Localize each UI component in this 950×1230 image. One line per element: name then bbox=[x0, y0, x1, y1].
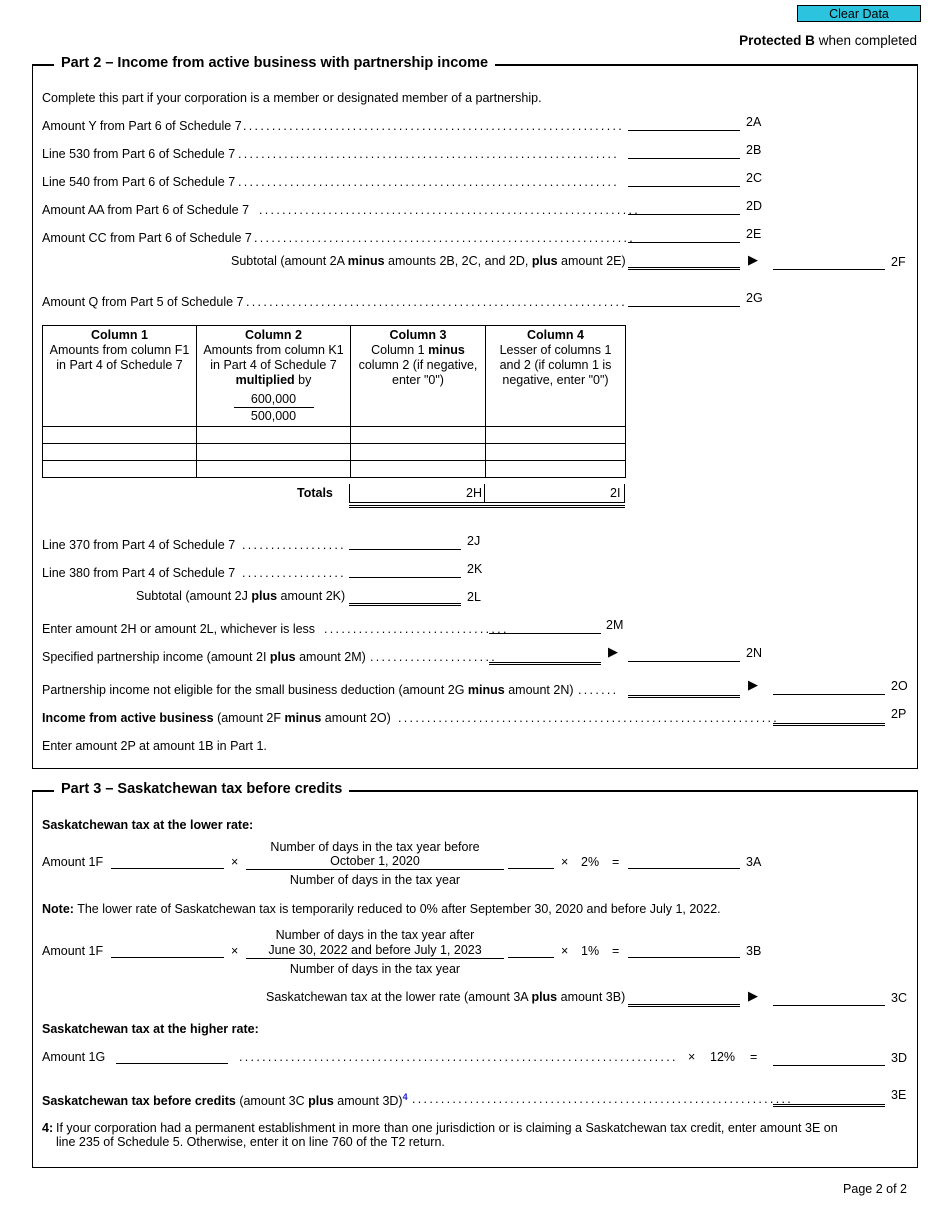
leader-dots: ....... bbox=[578, 683, 619, 697]
code-2m: 2M bbox=[606, 618, 624, 632]
line-3b-numerator-1: Number of days in the tax year after bbox=[275, 928, 475, 942]
line-2o-label: Partnership income not eligible for the small business deduction (amount 2G minus amount 2N) bbox=[42, 683, 574, 697]
amount-3b-input[interactable] bbox=[628, 941, 740, 958]
times-symbol: × bbox=[561, 855, 569, 869]
line-3b-amount-label: Amount 1F bbox=[42, 944, 104, 958]
table-cell[interactable] bbox=[351, 444, 486, 461]
leader-dots: .................................................................. bbox=[238, 147, 620, 161]
footnote-text-line-1: If your corporation had a permanent establishment in more than one jurisdiction or is claiming a Saskatchewan tax credit, enter amount 3E on bbox=[56, 1121, 838, 1135]
code-2a: 2A bbox=[746, 115, 762, 129]
subtotal-2l-rule bbox=[349, 603, 461, 606]
code-2i: 2I bbox=[610, 486, 621, 500]
line-3d-amount-label: Amount 1G bbox=[42, 1050, 106, 1064]
subtotal-2o-left-rule bbox=[628, 695, 740, 698]
amount-2g-input[interactable] bbox=[628, 290, 740, 307]
rate-3b: 1% bbox=[581, 944, 600, 958]
amount-2k-input[interactable] bbox=[349, 561, 461, 578]
days-3b-input[interactable] bbox=[508, 941, 554, 958]
total-2h-box[interactable] bbox=[349, 484, 485, 503]
times-symbol: × bbox=[231, 944, 239, 958]
code-2n: 2N bbox=[746, 646, 762, 660]
total-2i-box[interactable] bbox=[484, 484, 625, 503]
line-3c-label: Saskatchewan tax at the lower rate (amount 3A plus amount 3B) bbox=[266, 990, 626, 1004]
leader-dots: ...................... bbox=[370, 650, 498, 664]
table-cell[interactable] bbox=[486, 461, 626, 478]
column-3-header: Column 3 Column 1 minus column 2 (if negative, enter "0") bbox=[351, 326, 486, 427]
footnote-number: 4: bbox=[42, 1121, 54, 1135]
leader-dots: .................................................................. bbox=[243, 119, 625, 133]
code-3c: 3C bbox=[891, 991, 907, 1005]
arrow-right-icon: ▶ bbox=[748, 677, 758, 692]
amount-2c-input[interactable] bbox=[628, 170, 740, 187]
line-2l-label: Subtotal (amount 2J plus amount 2K) bbox=[136, 589, 346, 603]
amount-1f-input-3a[interactable] bbox=[111, 852, 224, 869]
partnership-columns-table bbox=[42, 325, 626, 478]
leader-dots: ................................ bbox=[324, 622, 509, 636]
rate-3d: 12% bbox=[710, 1050, 736, 1064]
amount-1g-input[interactable] bbox=[116, 1047, 228, 1064]
leader-dots: .................. bbox=[242, 538, 346, 552]
lower-rate-heading: Saskatchewan tax at the lower rate: bbox=[42, 818, 254, 832]
line-2d-label: Amount AA from Part 6 of Schedule 7 bbox=[42, 203, 250, 217]
table-cell[interactable] bbox=[197, 461, 351, 478]
code-2k: 2K bbox=[467, 562, 483, 576]
totals-double-rule bbox=[349, 505, 625, 508]
higher-rate-heading: Saskatchewan tax at the higher rate: bbox=[42, 1022, 259, 1036]
line-3a-amount-label: Amount 1F bbox=[42, 855, 104, 869]
code-3b: 3B bbox=[746, 944, 762, 958]
amount-3d-input[interactable] bbox=[773, 1049, 885, 1066]
totals-label: Totals bbox=[297, 486, 333, 500]
code-2l: 2L bbox=[467, 590, 481, 604]
line-2f-label: Subtotal (amount 2A minus amounts 2B, 2C, and 2D, plus amount 2E) bbox=[231, 254, 626, 268]
leader-dots: .................................................................. bbox=[238, 175, 620, 189]
code-3e: 3E bbox=[891, 1088, 907, 1102]
footnote-4-link[interactable]: 4 bbox=[402, 1092, 408, 1102]
code-2e: 2E bbox=[746, 227, 762, 241]
line-3a-denominator: Number of days in the tax year bbox=[289, 873, 461, 887]
protected-b-notice: Protected B when completed bbox=[739, 33, 917, 48]
line-2e-label: Amount CC from Part 6 of Schedule 7 bbox=[42, 231, 252, 245]
amount-2b-input[interactable] bbox=[628, 142, 740, 159]
equals-symbol: = bbox=[750, 1050, 758, 1064]
amount-3a-input[interactable] bbox=[628, 852, 740, 869]
amount-2p-input[interactable] bbox=[773, 707, 885, 726]
line-2p-label: Income from active business (amount 2F minus amount 2O) bbox=[42, 711, 391, 725]
amount-2e-input[interactable] bbox=[628, 226, 740, 243]
line-2b-label: Line 530 from Part 6 of Schedule 7 bbox=[42, 147, 236, 161]
subtotal-2n-rule bbox=[489, 662, 601, 665]
amount-2n-input[interactable] bbox=[628, 645, 740, 662]
amount-2j-input[interactable] bbox=[349, 533, 461, 550]
code-2j: 2J bbox=[467, 534, 481, 548]
table-cell[interactable] bbox=[43, 427, 197, 444]
fraction-bar bbox=[246, 869, 504, 870]
equals-symbol: = bbox=[612, 855, 620, 869]
leader-dots: .................................................................. bbox=[254, 231, 636, 245]
table-cell[interactable] bbox=[486, 427, 626, 444]
leader-dots: .................................................................. bbox=[412, 1092, 794, 1106]
times-symbol: × bbox=[231, 855, 239, 869]
table-cell[interactable] bbox=[351, 461, 486, 478]
amount-3e-input[interactable] bbox=[773, 1088, 885, 1107]
arrow-right-icon: ▶ bbox=[748, 988, 758, 1003]
line-3a-numerator-2: October 1, 2020 bbox=[330, 854, 420, 868]
times-symbol: × bbox=[561, 944, 569, 958]
code-2h: 2H bbox=[466, 486, 482, 500]
code-2p: 2P bbox=[891, 707, 907, 721]
part3-title: Part 3 – Saskatchewan tax before credits bbox=[54, 781, 349, 797]
page-number: Page 2 of 2 bbox=[843, 1182, 907, 1196]
line-2c-label: Line 540 from Part 6 of Schedule 7 bbox=[42, 175, 236, 189]
times-symbol: × bbox=[688, 1050, 696, 1064]
table-cell[interactable] bbox=[197, 427, 351, 444]
code-2g: 2G bbox=[746, 291, 763, 305]
line-3e-label: Saskatchewan tax before credits (amount 3C plus amount 3D)$^4$ bbox=[42, 1092, 408, 1109]
line-2k-label: Line 380 from Part 4 of Schedule 7 bbox=[42, 566, 236, 580]
line-2g-label: Amount Q from Part 5 of Schedule 7 bbox=[42, 295, 244, 309]
line-3a-numerator-1: Number of days in the tax year before bbox=[270, 840, 480, 854]
line-2n-label: Specified partnership income (amount 2I plus amount 2M) bbox=[42, 650, 366, 664]
table-cell[interactable] bbox=[43, 461, 197, 478]
leader-dots: .................................................................. bbox=[259, 203, 641, 217]
footnote-text-line-2: line 235 of Schedule 5. Otherwise, enter it on line 760 of the T2 return. bbox=[56, 1135, 445, 1149]
amount-2m-input[interactable] bbox=[489, 617, 601, 634]
amount-2d-input[interactable] bbox=[628, 198, 740, 215]
line-2m-label: Enter amount 2H or amount 2L, whichever is less bbox=[42, 622, 316, 636]
table-cell[interactable] bbox=[486, 444, 626, 461]
subtotal-3c-rule bbox=[628, 1004, 740, 1007]
arrow-right-icon: ▶ bbox=[748, 252, 758, 267]
leader-dots: .................................................................. bbox=[246, 295, 628, 309]
line-3b-numerator-2: June 30, 2022 and before July 1, 2023 bbox=[268, 943, 482, 957]
table-cell[interactable] bbox=[43, 444, 197, 461]
line-3b-denominator: Number of days in the tax year bbox=[289, 962, 461, 976]
rate-note: Note: The lower rate of Saskatchewan tax is temporarily reduced to 0% after September 30, 2020 and before July 1, 2022. bbox=[42, 902, 721, 916]
arrow-right-icon: ▶ bbox=[608, 644, 618, 659]
leader-dots: .................................................................. bbox=[398, 711, 780, 725]
code-2f: 2F bbox=[891, 255, 906, 269]
fraction-bar bbox=[246, 958, 504, 959]
code-2b: 2B bbox=[746, 143, 762, 157]
column-4-header: Column 4 Lesser of columns 1 and 2 (if column 1 is negative, enter "0") bbox=[486, 326, 626, 427]
days-3a-input[interactable] bbox=[508, 852, 554, 869]
code-2d: 2D bbox=[746, 199, 762, 213]
code-3a: 3A bbox=[746, 855, 762, 869]
part2-title: Part 2 – Income from active business with partnership income bbox=[54, 55, 495, 71]
code-2c: 2C bbox=[746, 171, 762, 185]
subtotal-2f-rule bbox=[628, 267, 740, 270]
leader-dots: ............................................................................ bbox=[239, 1050, 678, 1064]
amount-2o-input[interactable] bbox=[773, 678, 885, 695]
leader-dots: .................. bbox=[242, 566, 346, 580]
column-2-header: Column 2 Amounts from column K1 in Part 4 of Schedule 7 multiplied by 600,000 500,000 bbox=[197, 326, 351, 427]
amount-2a-input[interactable] bbox=[628, 114, 740, 131]
amount-1f-input-3b[interactable] bbox=[111, 941, 224, 958]
equals-symbol: = bbox=[612, 944, 620, 958]
part2-footer-note: Enter amount 2P at amount 1B in Part 1. bbox=[42, 739, 267, 753]
line-2j-label: Line 370 from Part 4 of Schedule 7 bbox=[42, 538, 236, 552]
clear-data-button[interactable]: Clear Data bbox=[797, 5, 921, 22]
table-cell[interactable] bbox=[351, 427, 486, 444]
amount-3c-input[interactable] bbox=[773, 989, 885, 1006]
code-2o: 2O bbox=[891, 679, 908, 693]
amount-2f-input[interactable] bbox=[773, 253, 885, 270]
column-1-header: Column 1 Amounts from column F1 in Part 4 of Schedule 7 bbox=[43, 326, 197, 427]
code-3d: 3D bbox=[891, 1051, 907, 1065]
part2-intro: Complete this part if your corporation is a member or designated member of a partnership. bbox=[42, 91, 542, 105]
rate-3a: 2% bbox=[581, 855, 600, 869]
table-cell[interactable] bbox=[197, 444, 351, 461]
line-2a-label: Amount Y from Part 6 of Schedule 7 bbox=[42, 119, 242, 133]
